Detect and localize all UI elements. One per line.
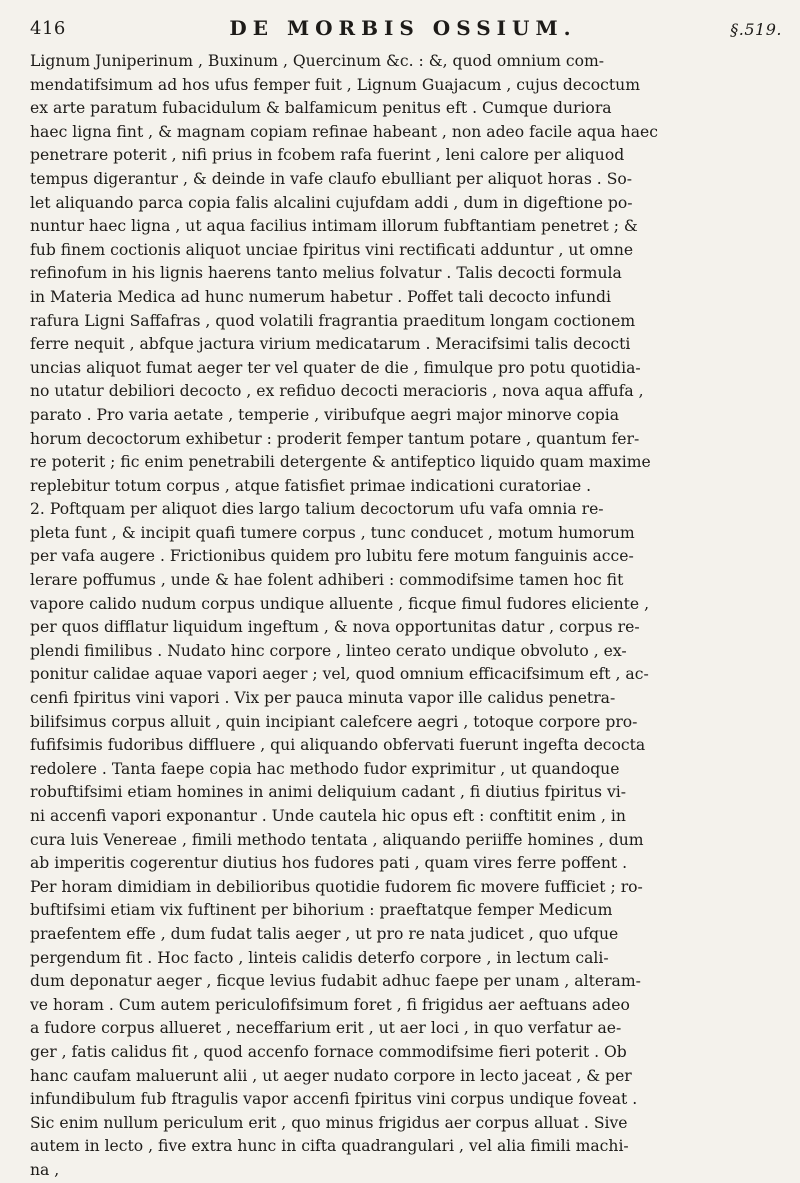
book-page (22, 14, 784, 1179)
text-line: re poterit ; fic enim penetrabili detergente & antifeptico liquido quam maxime (30, 453, 651, 472)
text-line: parato . Pro varia aetate , temperie , viribufque aegri major minorve copia (30, 405, 620, 424)
text-line: nuntur haec ligna , ut aqua facilius intimam illorum fubftantiam penetret ; & (30, 217, 638, 236)
text-line: in Materia Medica ad hunc numerum habetur . Poffet tali decocto infundi (30, 287, 611, 306)
text-line: lerare poffumus , unde & hae folent adhiberi : commodifsime tamen hoc fit (30, 571, 624, 590)
text-line: Lignum Juniperinum , Buxinum , Quercinum &c. : &, quod omnium com- (30, 52, 605, 70)
page-number: 416 (30, 18, 66, 39)
body-text (22, 50, 784, 1183)
text-line: pergendum fit . Hoc facto , linteis calidis deterfo corpore , in lectum cali- (30, 948, 609, 967)
text-line: praefentem effe , dum fudat talis aeger , ut pro re nata judicet , quo ufque (30, 924, 619, 943)
text-line: ab imperitis cogerentur diutius hos fudores pati , quam vires ferre poffent . (30, 854, 628, 873)
text-line: ex arte paratum fubacidulum & balfamicum penitus eft . Cumque duriora (30, 99, 612, 118)
text-line: ponitur calidae aquae vapori aeger ; vel, quod omnium efficacifsimum eft , ac- (30, 665, 649, 684)
text-line: rafura Ligni Saffafras , quod volatili fragrantia praeditum longam coctionem (30, 311, 636, 330)
section-marker: §.519. (730, 20, 782, 39)
text-line: dum deponatur aeger , ficque levius fudabit adhuc faepe per unam , alteram- (30, 972, 641, 991)
text-line: mendatifsimum ad hos ufus femper fuit , Lignum Guajacum , cujus decoctum (30, 75, 641, 94)
text-line: infundibulum fub ftragulis vapor accenfi fpiritus vini corpus undique foveat . (30, 1090, 638, 1109)
text-line: autem in lecto , five extra hunc in cifta quadrangulari , vel alia fimili machi- (30, 1137, 629, 1156)
text-line: ger , fatis calidus fit , quod accenfo fornace commodifsime fieri poterit . Ob (30, 1042, 627, 1061)
text-line: 2. Poftquam per aliquot dies largo talium decoctorum ufu vafa omnia re- (30, 500, 604, 519)
text-line: redolere . Tanta faepe copia hac methodo fudor exprimitur , ut quandoque (30, 759, 620, 778)
text-line: a fudore corpus allueret , neceffarium erit , ut aer loci , in quo verfatur ae- (30, 1019, 622, 1038)
text-line: per vafa augere . Frictionibus quidem pro lubitu fere motum fanguinis acce- (30, 547, 634, 566)
text-line: cenfi fpiritus vini vapori . Vix per pauca minuta vapor ille calidus penetra- (30, 689, 616, 708)
text-line: buftifsimi etiam vix fuftinent per bihorium : praeftatque femper Medicum (30, 901, 613, 920)
text-line: fub finem coctionis aliquot unciae fpiritus vini rectificati adduntur , ut omne (30, 240, 634, 259)
text-line: refinofum in his lignis haerens tanto melius folvatur . Talis decocti formula (30, 264, 622, 283)
text-line: tempus digerantur , & deinde in vafe claufo ebulliant per aliquot horas . So- (30, 169, 633, 188)
text-line: per quos difflatur liquidum ingeftum , & nova opportunitas datur , corpus re- (30, 618, 640, 637)
running-head (22, 14, 784, 50)
text-line: robuftifsimi etiam homines in animi deliquium cadant , fi diutius fpiritus vi- (30, 783, 627, 802)
text-line: hanc caufam maluerunt alii , ut aeger nudato corpore in lecto jaceat , & per (30, 1066, 632, 1085)
text-line: na , (30, 1160, 60, 1179)
text-line: plendi fimilibus . Nudato hinc corpore , linteo cerato undique obvoluto , ex- (30, 641, 627, 660)
page-title: DE MORBIS OSSIUM. (229, 16, 577, 40)
text-line: fufifsimis fudoribus diffluere , qui aliquando obfervati fuerunt ingefta decocta (30, 736, 646, 755)
text-line: Per horam dimidiam in debilioribus quotidie fudorem fic movere fufficiet ; ro- (30, 877, 643, 896)
text-line: bilifsimus corpus alluit , quin incipiant calefcere aegri , totoque corpore pro- (30, 712, 638, 731)
text-line: penetrare poterit , nifi prius in fcobem rafa fuerint , leni calore per aliquod (30, 146, 625, 165)
text-line: ni accenfi vapori exponantur . Unde cautela hic opus eft : conftitit enim , in (30, 807, 626, 825)
text-line: vapore calido nudum corpus undique alluente , ficque fimul fudores eliciente , (30, 594, 650, 613)
text-line: ferre nequit , abfque jactura virium medicatarum . Meracifsimi talis decocti (30, 335, 631, 354)
text-line: no utatur debiliori decocto , ex refiduo decocti meracioris , nova aqua affufa , (30, 382, 644, 401)
text-line: Sic enim nullum periculum erit , quo minus frigidus aer corpus alluat . Sive (30, 1113, 628, 1132)
text-line: pleta funt , & incipit quafi tumere corpus , tunc conducet , motum humorum (30, 523, 635, 542)
text-line: uncias aliquot fumat aeger ter vel quater de die , fimulque pro potu quotidia- (30, 358, 641, 377)
text-line: cura luis Venereae , fimili methodo tentata , aliquando periiffe homines , dum (30, 830, 644, 849)
text-line: ve horam . Cum autem periculofifsimum foret , fi frigidus aer aeftuans adeo (30, 995, 630, 1014)
text-line: replebitur totum corpus , atque fatisfiet primae indicationi curatoriae . (30, 476, 592, 495)
text-line: haec ligna fint , & magnam copiam refinae habeant , non adeo facile aqua haec (30, 122, 658, 141)
text-line: horum decoctorum exhibetur : proderit femper tantum potare , quantum fer- (30, 429, 640, 448)
text-line: let aliquando parca copia falis alcalini cujufdam addi , dum in digeftione po- (30, 193, 633, 212)
